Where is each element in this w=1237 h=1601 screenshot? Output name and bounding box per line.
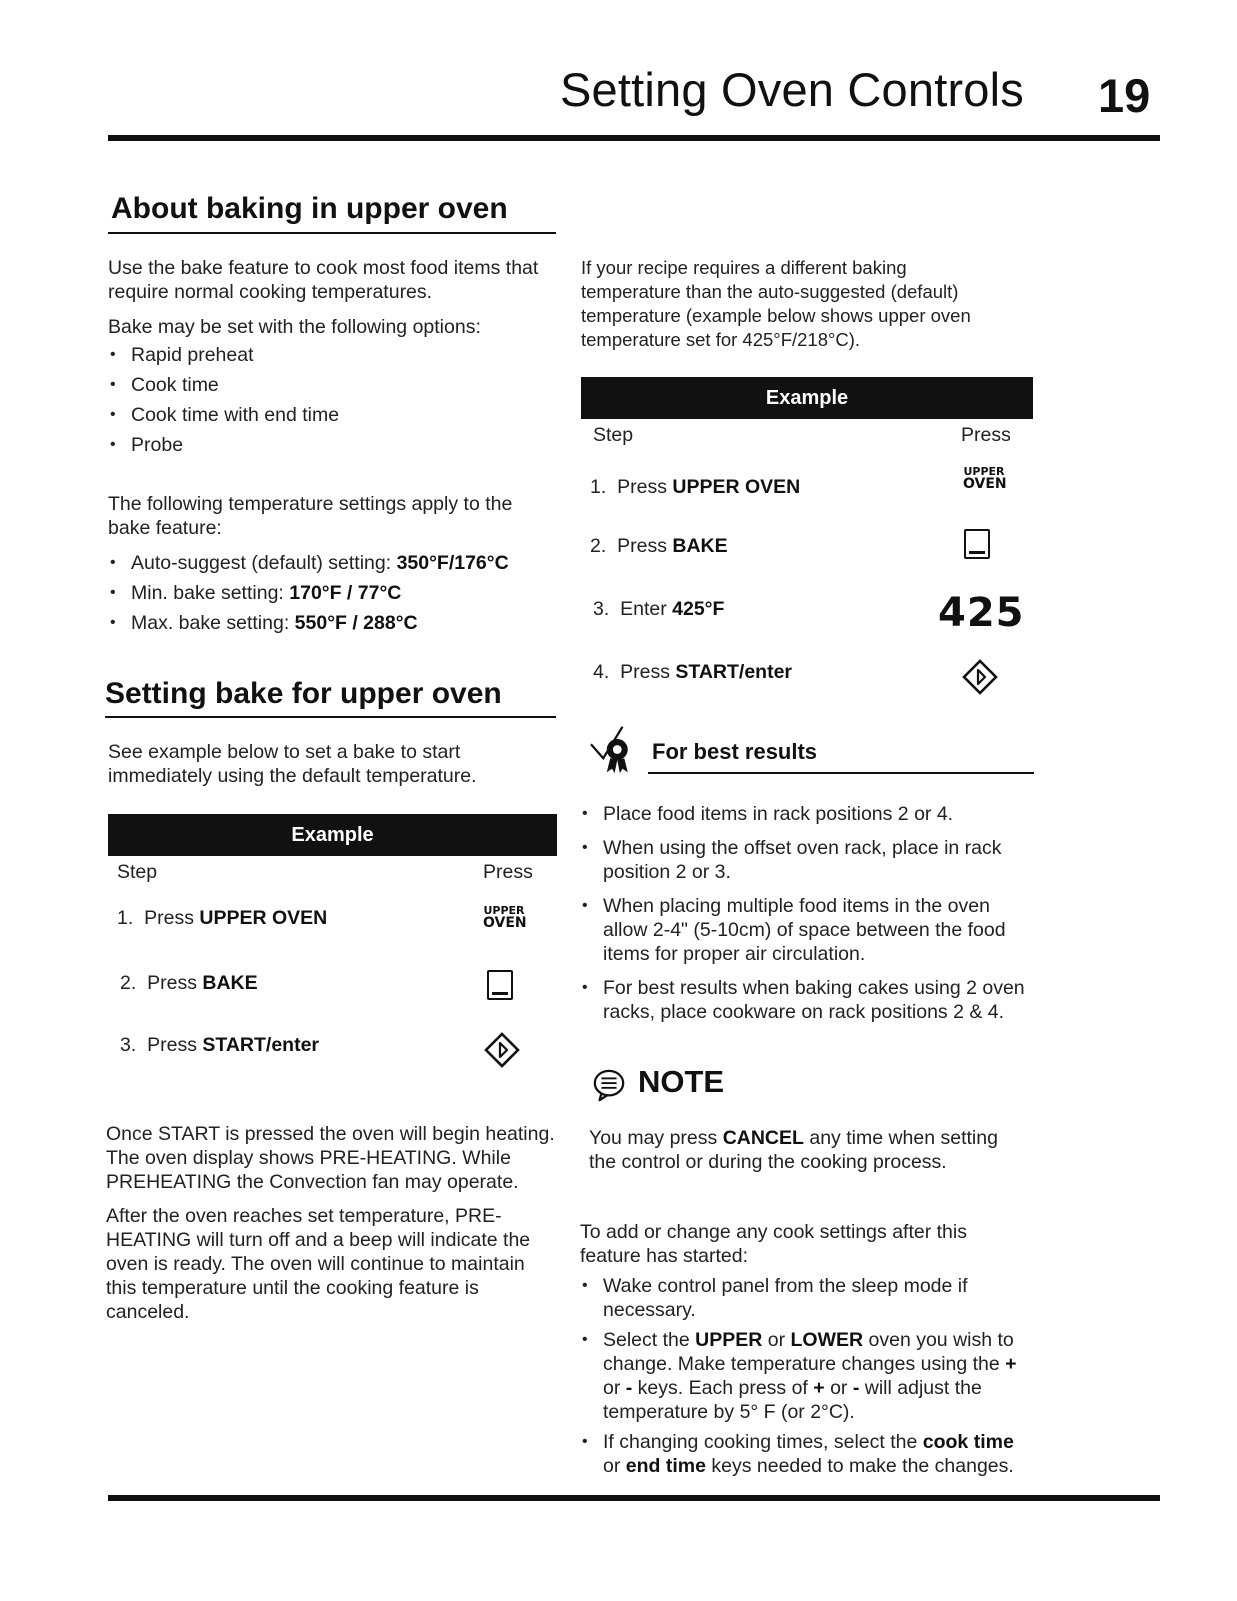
after-text-2: After the oven reaches set temperature, PRE-HEATING will turn off and a beep will indicate the oven is ready. The oven will continue to maintain this temperature until the cooking feature is canceled.	[106, 1205, 531, 1323]
step-prefix: Press	[617, 476, 673, 498]
page-number: 19	[1098, 69, 1151, 122]
temp-label: Min. bake setting:	[131, 582, 290, 604]
about-intro: Use the bake feature to cook most food items that require normal cooking temperatures.	[108, 257, 539, 303]
example-step	[120, 1034, 319, 1057]
footer-rule	[108, 1495, 1160, 1501]
after-text-1: Once START is pressed the oven will begin heating. The oven display shows PRE-HEATING. While PREHEATING the Convection fan may operate.	[106, 1123, 555, 1193]
list-item	[108, 581, 563, 605]
bake-key-icon	[487, 970, 513, 1000]
note-icon	[592, 1068, 626, 1102]
step-key: BAKE	[672, 535, 728, 557]
section-underline	[108, 232, 556, 234]
page-title: Setting Oven Controls	[560, 63, 1024, 116]
best-results-list	[580, 802, 1035, 1024]
step-number: 2.	[590, 535, 607, 557]
list-item: • Wake control panel from the sleep mode if necessary.	[580, 1274, 1035, 1322]
step-number: 2.	[120, 972, 137, 994]
step-number: 3.	[593, 598, 610, 620]
bake-key-icon	[964, 529, 990, 559]
list-item	[108, 551, 563, 575]
example-bar: Example	[108, 814, 557, 856]
list-item: • For best results when baking cakes using 2 oven racks, place cookware on rack positions 2 & 4.	[580, 976, 1035, 1024]
step-prefix: Press	[144, 907, 200, 929]
change-list	[580, 1274, 1035, 1478]
list-item: • Cook time	[108, 373, 563, 397]
list-item: • If changing cooking times, select the cook time or end time keys needed to make the changes.	[580, 1430, 1035, 1478]
col-step-header: Step	[117, 861, 158, 883]
col-press-header: Press	[483, 861, 533, 883]
options-list	[108, 343, 563, 457]
step-number: 1.	[117, 907, 134, 929]
temp-label: Max. bake setting:	[131, 612, 295, 634]
example-step	[120, 972, 258, 995]
example-step	[590, 535, 728, 558]
step-key: START/enter	[202, 1034, 320, 1056]
start-key-icon	[484, 1032, 520, 1068]
example-bar: Example	[581, 377, 1033, 419]
temps-list	[108, 551, 563, 635]
step-prefix: Press	[147, 972, 203, 994]
step-key: UPPER OVEN	[672, 476, 801, 498]
best-results-heading: For best results	[652, 739, 818, 764]
temp-label: Auto-suggest (default) setting:	[131, 552, 397, 574]
temp-value: 350°F/176°C	[396, 552, 509, 574]
example-step	[117, 907, 327, 930]
upper-oven-icon: UPPER OVEN	[963, 465, 1007, 492]
list-item: • Select the UPPER or LOWER oven you wish to change. Make temperature changes using the + or - keys. Each press of + or - will adjust the temperature by 5° F (or 2°C).	[580, 1328, 1035, 1424]
list-item: • When placing multiple food items in the oven allow 2-4" (5-10cm) of space between the food items for proper air circulation.	[580, 894, 1035, 966]
section-heading-about: About baking in upper oven	[111, 192, 508, 225]
temps-intro: The following temperature settings apply to the bake feature:	[108, 493, 513, 539]
step-prefix: Press	[620, 661, 676, 683]
note-text: You may press CANCEL any time when setting the control or during the cooking process.	[589, 1127, 998, 1173]
temp-value: 170°F / 77°C	[289, 582, 402, 604]
list-item: • Place food items in rack positions 2 or 4.	[580, 802, 1035, 826]
note-heading: NOTE	[638, 1064, 725, 1099]
step-prefix: Enter	[620, 598, 673, 620]
step-key: UPPER OVEN	[199, 907, 328, 929]
list-item: • Rapid preheat	[108, 343, 563, 367]
example-step	[593, 661, 792, 684]
upper-oven-icon: UPPER OVEN	[483, 904, 527, 931]
section-heading-setting: Setting bake for upper oven	[105, 677, 502, 710]
step-key: BAKE	[202, 972, 258, 994]
award-ribbon-icon	[584, 718, 640, 774]
example-step	[590, 476, 800, 499]
start-key-icon	[962, 659, 998, 695]
step-key: 425°F	[672, 598, 725, 620]
col-step-header: Step	[593, 424, 634, 446]
header-rule	[108, 135, 1160, 141]
step-prefix: Press	[147, 1034, 203, 1056]
step-number: 3.	[120, 1034, 137, 1056]
right-intro: If your recipe requires a different baking temperature than the auto-suggested (default) temperature (example below shows upper oven temperature set for 425°F/218°C).	[581, 257, 971, 350]
setting-intro: See example below to set a bake to start immediately using the default temperature.	[108, 741, 477, 787]
temp-value: 550°F / 288°C	[294, 612, 418, 634]
list-item	[108, 611, 563, 635]
list-item: • When using the offset oven rack, place in rack position 2 or 3.	[580, 836, 1035, 884]
change-intro: To add or change any cook settings after this feature has started:	[580, 1221, 967, 1267]
example-step	[593, 598, 724, 621]
step-key: START/enter	[675, 661, 793, 683]
number-keypad-display: 425	[938, 590, 1025, 636]
best-results-underline	[648, 772, 1034, 774]
col-press-header: Press	[961, 424, 1011, 446]
options-intro: Bake may be set with the following options:	[108, 316, 481, 338]
step-prefix: Press	[617, 535, 673, 557]
step-number: 4.	[593, 661, 610, 683]
section-underline	[105, 716, 556, 718]
list-item: • Probe	[108, 433, 563, 457]
list-item: • Cook time with end time	[108, 403, 563, 427]
step-number: 1.	[590, 476, 607, 498]
